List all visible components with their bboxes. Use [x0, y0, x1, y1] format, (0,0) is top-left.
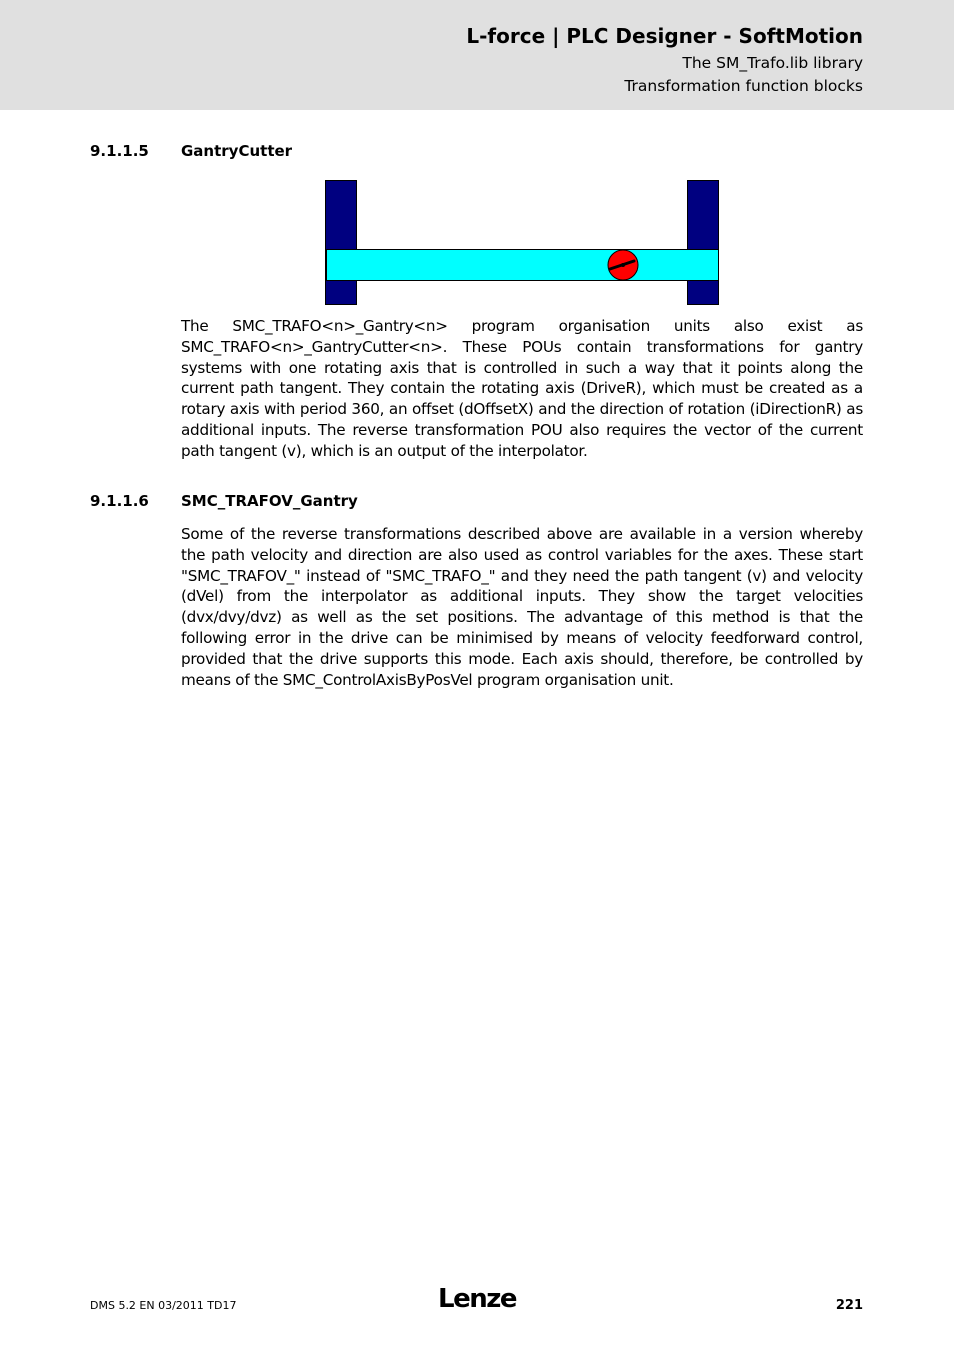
section-title-trafov: SMC_TRAFOV_Gantry	[181, 492, 358, 510]
section-number-trafov: 9.1.1.6	[90, 492, 149, 510]
gantry-cutter-diagram	[325, 180, 720, 306]
footer-doc-id: DMS 5.2 EN 03/2011 TD17	[90, 1299, 237, 1312]
paragraph-gantrycutter: The SMC_TRAFO<n>_Gantry<n> program organisation units also exist as SMC_TRAFO<n>_GantryCutter<n>. These POUs contain transformations for gantry systems with one rotating axis that is controlled in such a way that it points along the current path tangent. They contain the rotating axis (DriveR), which must be created as a rotary axis with period 360, an offset (dOffsetX) and the direction of rotation (iDirectionR) as additional inputs. The reverse transformation POU also requires the vector of the current path tangent (v), which is an output of the interpolator.	[181, 317, 863, 460]
page-number: 221	[835, 1298, 863, 1313]
left-post	[326, 181, 357, 305]
section-number-gantrycutter: 9.1.1.5	[90, 142, 149, 160]
page-header	[0, 0, 954, 110]
section-title-gantrycutter: GantryCutter	[181, 142, 293, 160]
header-title: L-force | PLC Designer - SoftMotion	[466, 24, 863, 48]
lenze-logo: Lenze	[438, 1284, 516, 1314]
header-subtitle-library: The SM_Trafo.lib library	[682, 54, 863, 72]
gantry-beam	[327, 250, 719, 281]
paragraph-trafov: Some of the reverse transformations described above are available in a version whereby the path velocity and direction are also used as control variables for the axes. These start "SMC_TRAFOV_" instead of "SMC_TRAFO_" and they need the path tangent (v) and velocity (dVel) from the interpolator as additional inputs. They show the target velocities (dvx/dvy/dvz) as well as the set positions. The advantage of this method is that the following error in the drive can be minimised by means of velocity feedforward control, provided that the drive supports this mode. Each axis should, therefore, be controlled by means of the SMC_ControlAxisByPosVel program organisation unit.	[181, 525, 863, 689]
cutter-center	[621, 263, 625, 267]
header-subtitle-chapter: Transformation function blocks	[624, 77, 863, 95]
gantry-cutter-figure	[325, 180, 720, 306]
right-post	[688, 181, 719, 305]
